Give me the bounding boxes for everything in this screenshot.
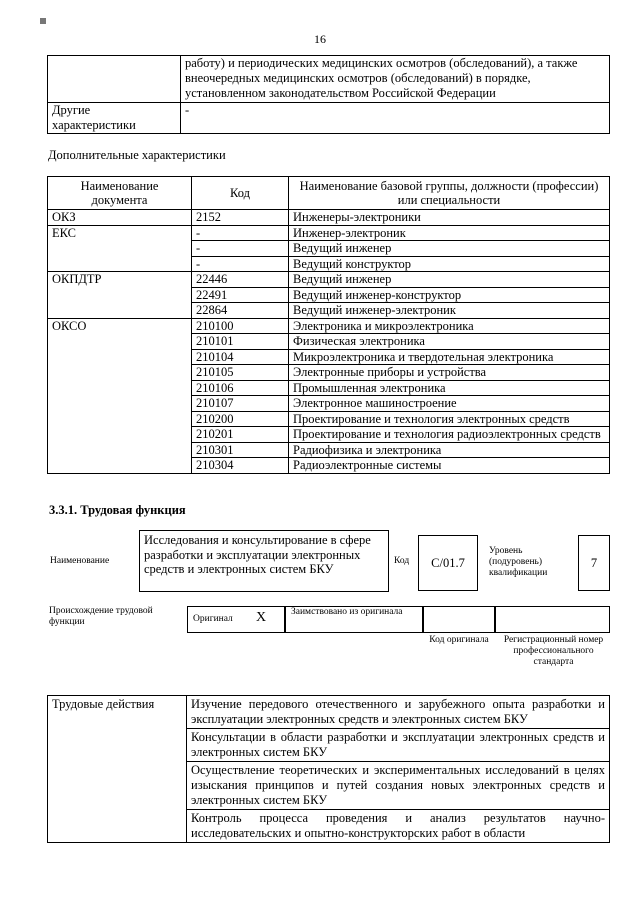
title-cell: Инженеры-электроники (289, 210, 610, 226)
title-cell: Инженер-электроник (289, 225, 610, 241)
doc-cell: ЕКС (48, 225, 192, 272)
action-item: Осуществление теоретических и экспериментальных исследований в целях изыскания принципов и путей создания новых электронных средств и электронных систем БКУ (187, 762, 610, 810)
doc-cell: ОКЗ (48, 210, 192, 226)
code-cell: 210105 (192, 365, 289, 381)
title-cell: Ведущий инженер-электроник (289, 303, 610, 319)
scan-mark (40, 18, 46, 24)
code-cell: 22491 (192, 287, 289, 303)
table-row (48, 225, 610, 241)
title-cell: Микроэлектроника и твердотельная электроника (289, 349, 610, 365)
code-cell: 210106 (192, 380, 289, 396)
title-cell: Электронное машиностроение (289, 396, 610, 412)
function-title: 3.3.1. Трудовая функция (49, 503, 186, 517)
header-name: Наименование базовой группы, должности (профессии) или специальности (289, 177, 610, 210)
reg-number-label: Регистрационный номер профессионального стандарта (503, 635, 604, 667)
code-cell: 22864 (192, 303, 289, 319)
code-cell: 210100 (192, 318, 289, 334)
title-cell: Физическая электроника (289, 334, 610, 350)
original-checkmark: X (256, 610, 267, 625)
origin-label: Происхождение трудовой функции (49, 606, 153, 627)
doc-cell: ОКСО (48, 318, 192, 473)
function-name: Исследования и консультирование в сфере разработки и эксплуатации электронных средств и электронных систем БКУ (139, 530, 389, 592)
additional-characteristics-table (47, 176, 610, 474)
borrowed-label: Заимствовано из оригинала (291, 607, 403, 617)
level-value: 7 (578, 535, 610, 591)
code-original-cell (423, 606, 495, 633)
title-cell: Промышленная электроника (289, 380, 610, 396)
table-row (48, 210, 610, 226)
extra-section-title: Дополнительные характеристики (48, 148, 226, 162)
requirements-text: работу) и периодических медицинских осмотров (обследований), а также внеочередных медицинских осмотров (обследований) в порядке, установленном законодательством Российской Федерации (181, 56, 610, 103)
page-number: 16 (314, 32, 326, 46)
name-label: Наименование (50, 556, 110, 566)
action-item: Консультации в области разработки и эксплуатации электронных средств и электронных систем БКУ (187, 729, 610, 762)
extra-table-body (48, 210, 610, 474)
header-doc: Наименование документа (48, 177, 192, 210)
code-cell: 22446 (192, 272, 289, 288)
code-cell: 210304 (192, 458, 289, 474)
table-row (48, 696, 610, 729)
code-cell: 210104 (192, 349, 289, 365)
title-cell: Электроника и микроэлектроника (289, 318, 610, 334)
code-cell: 210301 (192, 442, 289, 458)
labor-actions-table (47, 695, 610, 843)
level-label: Уровень (подуровень) квалификации (489, 546, 548, 578)
code-cell: 210107 (192, 396, 289, 412)
action-item: Контроль процесса проведения и анализ результатов научно-исследовательских и опытно-конструкторских работ в области (187, 810, 610, 843)
code-original-label: Код оригинала (429, 635, 489, 645)
code-cell: - (192, 256, 289, 272)
header-code: Код (192, 177, 289, 210)
title-cell: Ведущий конструктор (289, 256, 610, 272)
requirements-table (47, 55, 610, 134)
function-code: С/01.7 (418, 535, 478, 591)
code-cell: 210101 (192, 334, 289, 350)
code-cell: - (192, 225, 289, 241)
original-label: Оригинал (193, 614, 233, 624)
title-cell: Ведущий инженер (289, 272, 610, 288)
code-cell: 210201 (192, 427, 289, 443)
code-label: Код (394, 556, 410, 566)
title-cell: Ведущий инженер (289, 241, 610, 257)
other-characteristics-label: Другие характеристики (48, 103, 181, 134)
title-cell: Проектирование и технология радиоэлектронных средств (289, 427, 610, 443)
code-cell: 210200 (192, 411, 289, 427)
doc-cell: ОКПДТР (48, 272, 192, 319)
code-cell: - (192, 241, 289, 257)
reg-number-cell (495, 606, 610, 633)
title-cell: Радиофизика и электроника (289, 442, 610, 458)
action-item: Изучение передового отечественного и зарубежного опыта разработки и эксплуатации электронных средств и электронных систем БКУ (187, 696, 610, 729)
actions-label: Трудовые действия (48, 696, 187, 843)
title-cell: Проектирование и технология электронных средств (289, 411, 610, 427)
code-cell: 2152 (192, 210, 289, 226)
table-row (48, 272, 610, 288)
other-characteristics-value: - (181, 103, 610, 134)
title-cell: Электронные приборы и устройства (289, 365, 610, 381)
table-row (48, 318, 610, 334)
title-cell: Радиоэлектронные системы (289, 458, 610, 474)
title-cell: Ведущий инженер-конструктор (289, 287, 610, 303)
